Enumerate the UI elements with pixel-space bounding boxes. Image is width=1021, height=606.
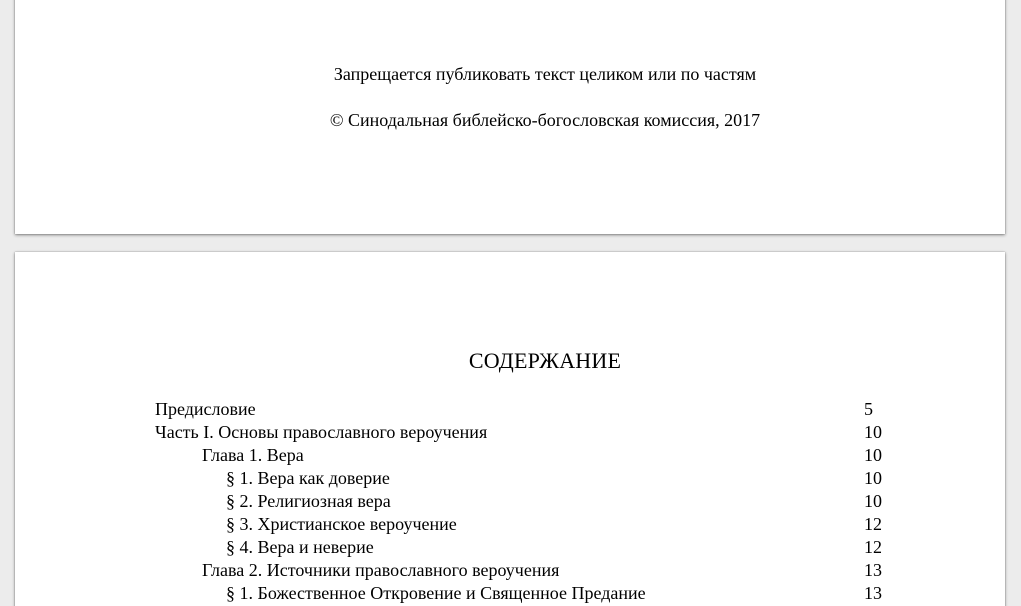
copyright-restriction-note: Запрещается публиковать текст целиком или по частям bbox=[333, 64, 757, 84]
document-page bbox=[15, 0, 1005, 234]
document-page bbox=[15, 252, 1005, 606]
toc-entry-label: § 2. Религиозная вера bbox=[226, 491, 391, 511]
toc-entry-page: 10 bbox=[864, 468, 882, 488]
toc-entry-page: 12 bbox=[864, 537, 882, 557]
toc-entry-label: Часть I. Основы православного вероучения bbox=[155, 422, 488, 442]
toc-entry bbox=[15, 582, 1005, 605]
toc-title: СОДЕРЖАНИЕ bbox=[468, 348, 622, 373]
toc-entry-page: 13 bbox=[864, 583, 882, 603]
toc-entry-page: 5 bbox=[864, 399, 873, 419]
toc-entry-label: Глава 2. Источники православного вероучения bbox=[202, 560, 560, 580]
toc-entry bbox=[15, 398, 1005, 421]
toc-entry-label: § 1. Божественное Откровение и Священное Предание bbox=[226, 583, 646, 603]
toc-entry-page: 13 bbox=[864, 560, 882, 580]
toc-entry-label: Глава 1. Вера bbox=[202, 445, 304, 465]
toc-entry bbox=[15, 536, 1005, 559]
toc-entry bbox=[15, 490, 1005, 513]
toc-entry-label: § 1. Вера как доверие bbox=[226, 468, 390, 488]
copyright-line: © Синодальная библейско-богословская комиссия, 2017 bbox=[329, 110, 761, 130]
table-of-contents bbox=[15, 398, 1005, 605]
toc-entry-page: 10 bbox=[864, 491, 882, 511]
toc-entry bbox=[15, 559, 1005, 582]
toc-entry bbox=[15, 421, 1005, 444]
toc-entry-page: 10 bbox=[864, 445, 882, 465]
toc-entry-page: 10 bbox=[864, 422, 882, 442]
toc-entry bbox=[15, 467, 1005, 490]
toc-entry-label: § 3. Христианское вероучение bbox=[226, 514, 457, 534]
toc-entry-label: § 4. Вера и неверие bbox=[226, 537, 374, 557]
toc-entry bbox=[15, 444, 1005, 467]
toc-entry-label: Предисловие bbox=[155, 399, 256, 419]
toc-entry bbox=[15, 513, 1005, 536]
toc-entry-page: 12 bbox=[864, 514, 882, 534]
